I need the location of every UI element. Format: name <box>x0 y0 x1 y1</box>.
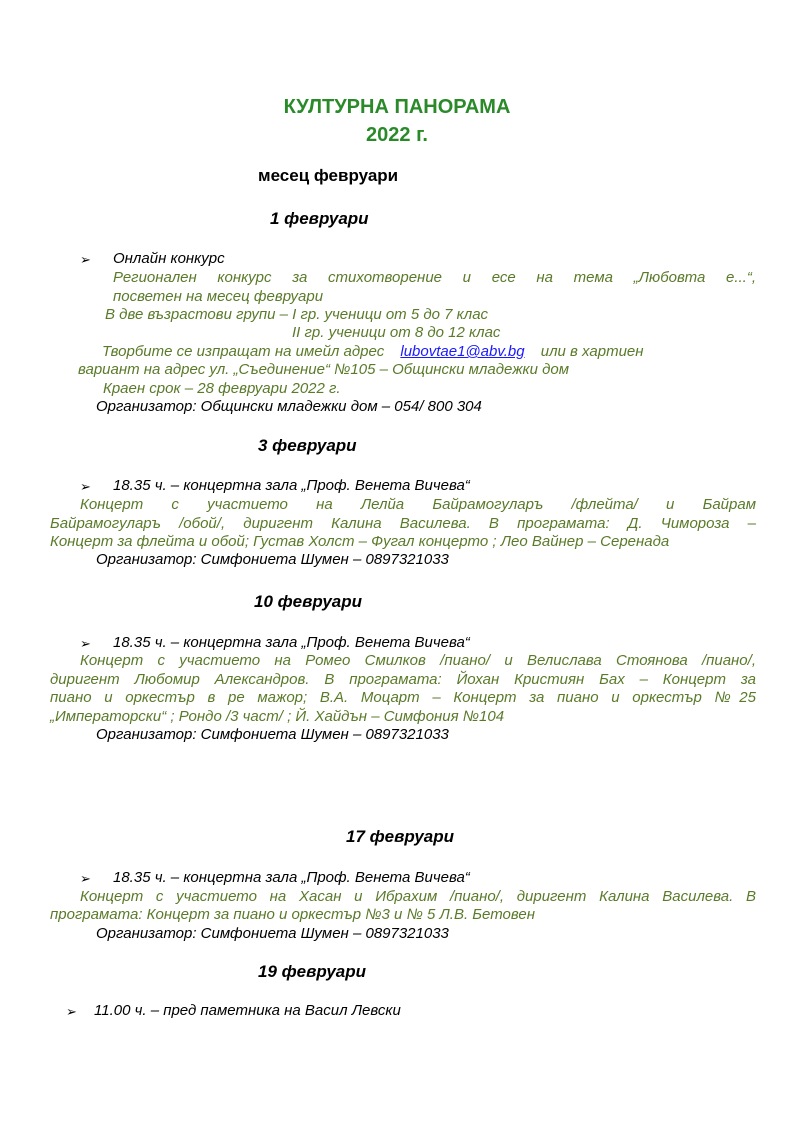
date-heading: 3 февруари <box>258 436 357 455</box>
event-time-place: 18.35 ч. – концертна зала „Проф. Венета Вичева“ <box>113 634 470 651</box>
email-prefix: Творбите се изпращат на имейл адрес <box>102 343 385 360</box>
event-description-line: Байрамогуларъ /обой/, диригент Калина Василева. В програмата: Д. Чимороза – <box>50 515 756 532</box>
date-heading: 10 февруари <box>254 592 363 611</box>
event-time-place: 18.35 ч. – концертна зала „Проф. Венета Вичева“ <box>113 477 470 494</box>
organizer: Организатор: Симфониета Шумен – 0897321033 <box>96 925 449 942</box>
event-description-line: пиано и оркестър в ре мажор; В.А. Моцарт – Концерт за пиано и оркестър №25 <box>50 689 756 706</box>
date-heading: 17 февруари <box>346 827 455 846</box>
event-description-line: програмата: Концерт за пиано и оркестър №3 и № 5 Л.В. Бетовен <box>50 906 535 923</box>
contest-line: В две възрастови групи – I гр. ученици от 5 до 7 клас <box>105 306 489 323</box>
event-time-place: 18.35 ч. – концертна зала „Проф. Венета Вичева“ <box>113 869 470 886</box>
contest-heading: Онлайн конкурс <box>113 250 225 267</box>
event-time-place: 11.00 ч. – пред паметника на Васил Левски <box>94 1002 401 1019</box>
bullet-arrow-icon: ➢ <box>80 871 91 886</box>
organizer: Организатор: Общински младежки дом – 054/ 800 304 <box>96 398 482 415</box>
organizer: Организатор: Симфониета Шумен – 0897321033 <box>96 551 449 568</box>
contest-address: вариант на адрес ул. „Съединение“ №105 – Общински младежки дом <box>78 361 570 378</box>
event-description-line: Концерт за флейта и обой; Густав Холст – Фугал концерто ; Лео Вайнер – Серенада <box>50 533 670 550</box>
bullet-arrow-icon: ➢ <box>80 636 91 651</box>
bullet-arrow-icon: ➢ <box>80 479 91 494</box>
contest-line: Регионален конкурс за стихотворение и есе на тема „Любовта е...“, <box>113 269 756 286</box>
bullet-arrow-icon: ➢ <box>80 252 91 267</box>
title-line-1: КУЛТУРНА ПАНОРАМА <box>283 96 511 118</box>
organizer: Организатор: Симфониета Шумен – 0897321033 <box>96 726 449 743</box>
contest-line: посветен на месец февруари <box>113 288 324 305</box>
email-link[interactable]: lubovtae1@abv.bg <box>400 343 525 360</box>
title-line-2: 2022 г. <box>366 124 428 146</box>
event-description-line: Концерт с участието на Лелйа Байрамогуларъ /флейта/ и Байрам <box>80 496 756 513</box>
contest-deadline: Краен срок – 28 февруари 2022 г. <box>103 380 341 397</box>
month-heading: месец февруари <box>258 166 399 185</box>
contest-email-line <box>102 343 644 360</box>
event-description-line: Концерт с участието на Хасан и Ибрахим /пиано/, диригент Калина Василева. В <box>80 888 756 905</box>
event-description-line: „Императорски“ ; Рондо /3 част/ ; Й. Хайдън – Симфония №104 <box>50 708 505 725</box>
contest-line: II гр. ученици от 8 до 12 клас <box>292 324 501 341</box>
date-heading: 1 февруари <box>270 209 369 228</box>
bullet-arrow-icon: ➢ <box>66 1004 77 1019</box>
date-heading: 19 февруари <box>258 962 367 981</box>
event-description-line: Концерт с участието на Ромео Смилков /пиано/ и Велислава Стоянова /пиано/, <box>80 652 756 669</box>
email-suffix: или в хартиен <box>540 343 644 360</box>
event-description-line: диригент Любомир Александров. В програмата: Йохан Кристиян Бах – Концерт за <box>50 671 756 688</box>
